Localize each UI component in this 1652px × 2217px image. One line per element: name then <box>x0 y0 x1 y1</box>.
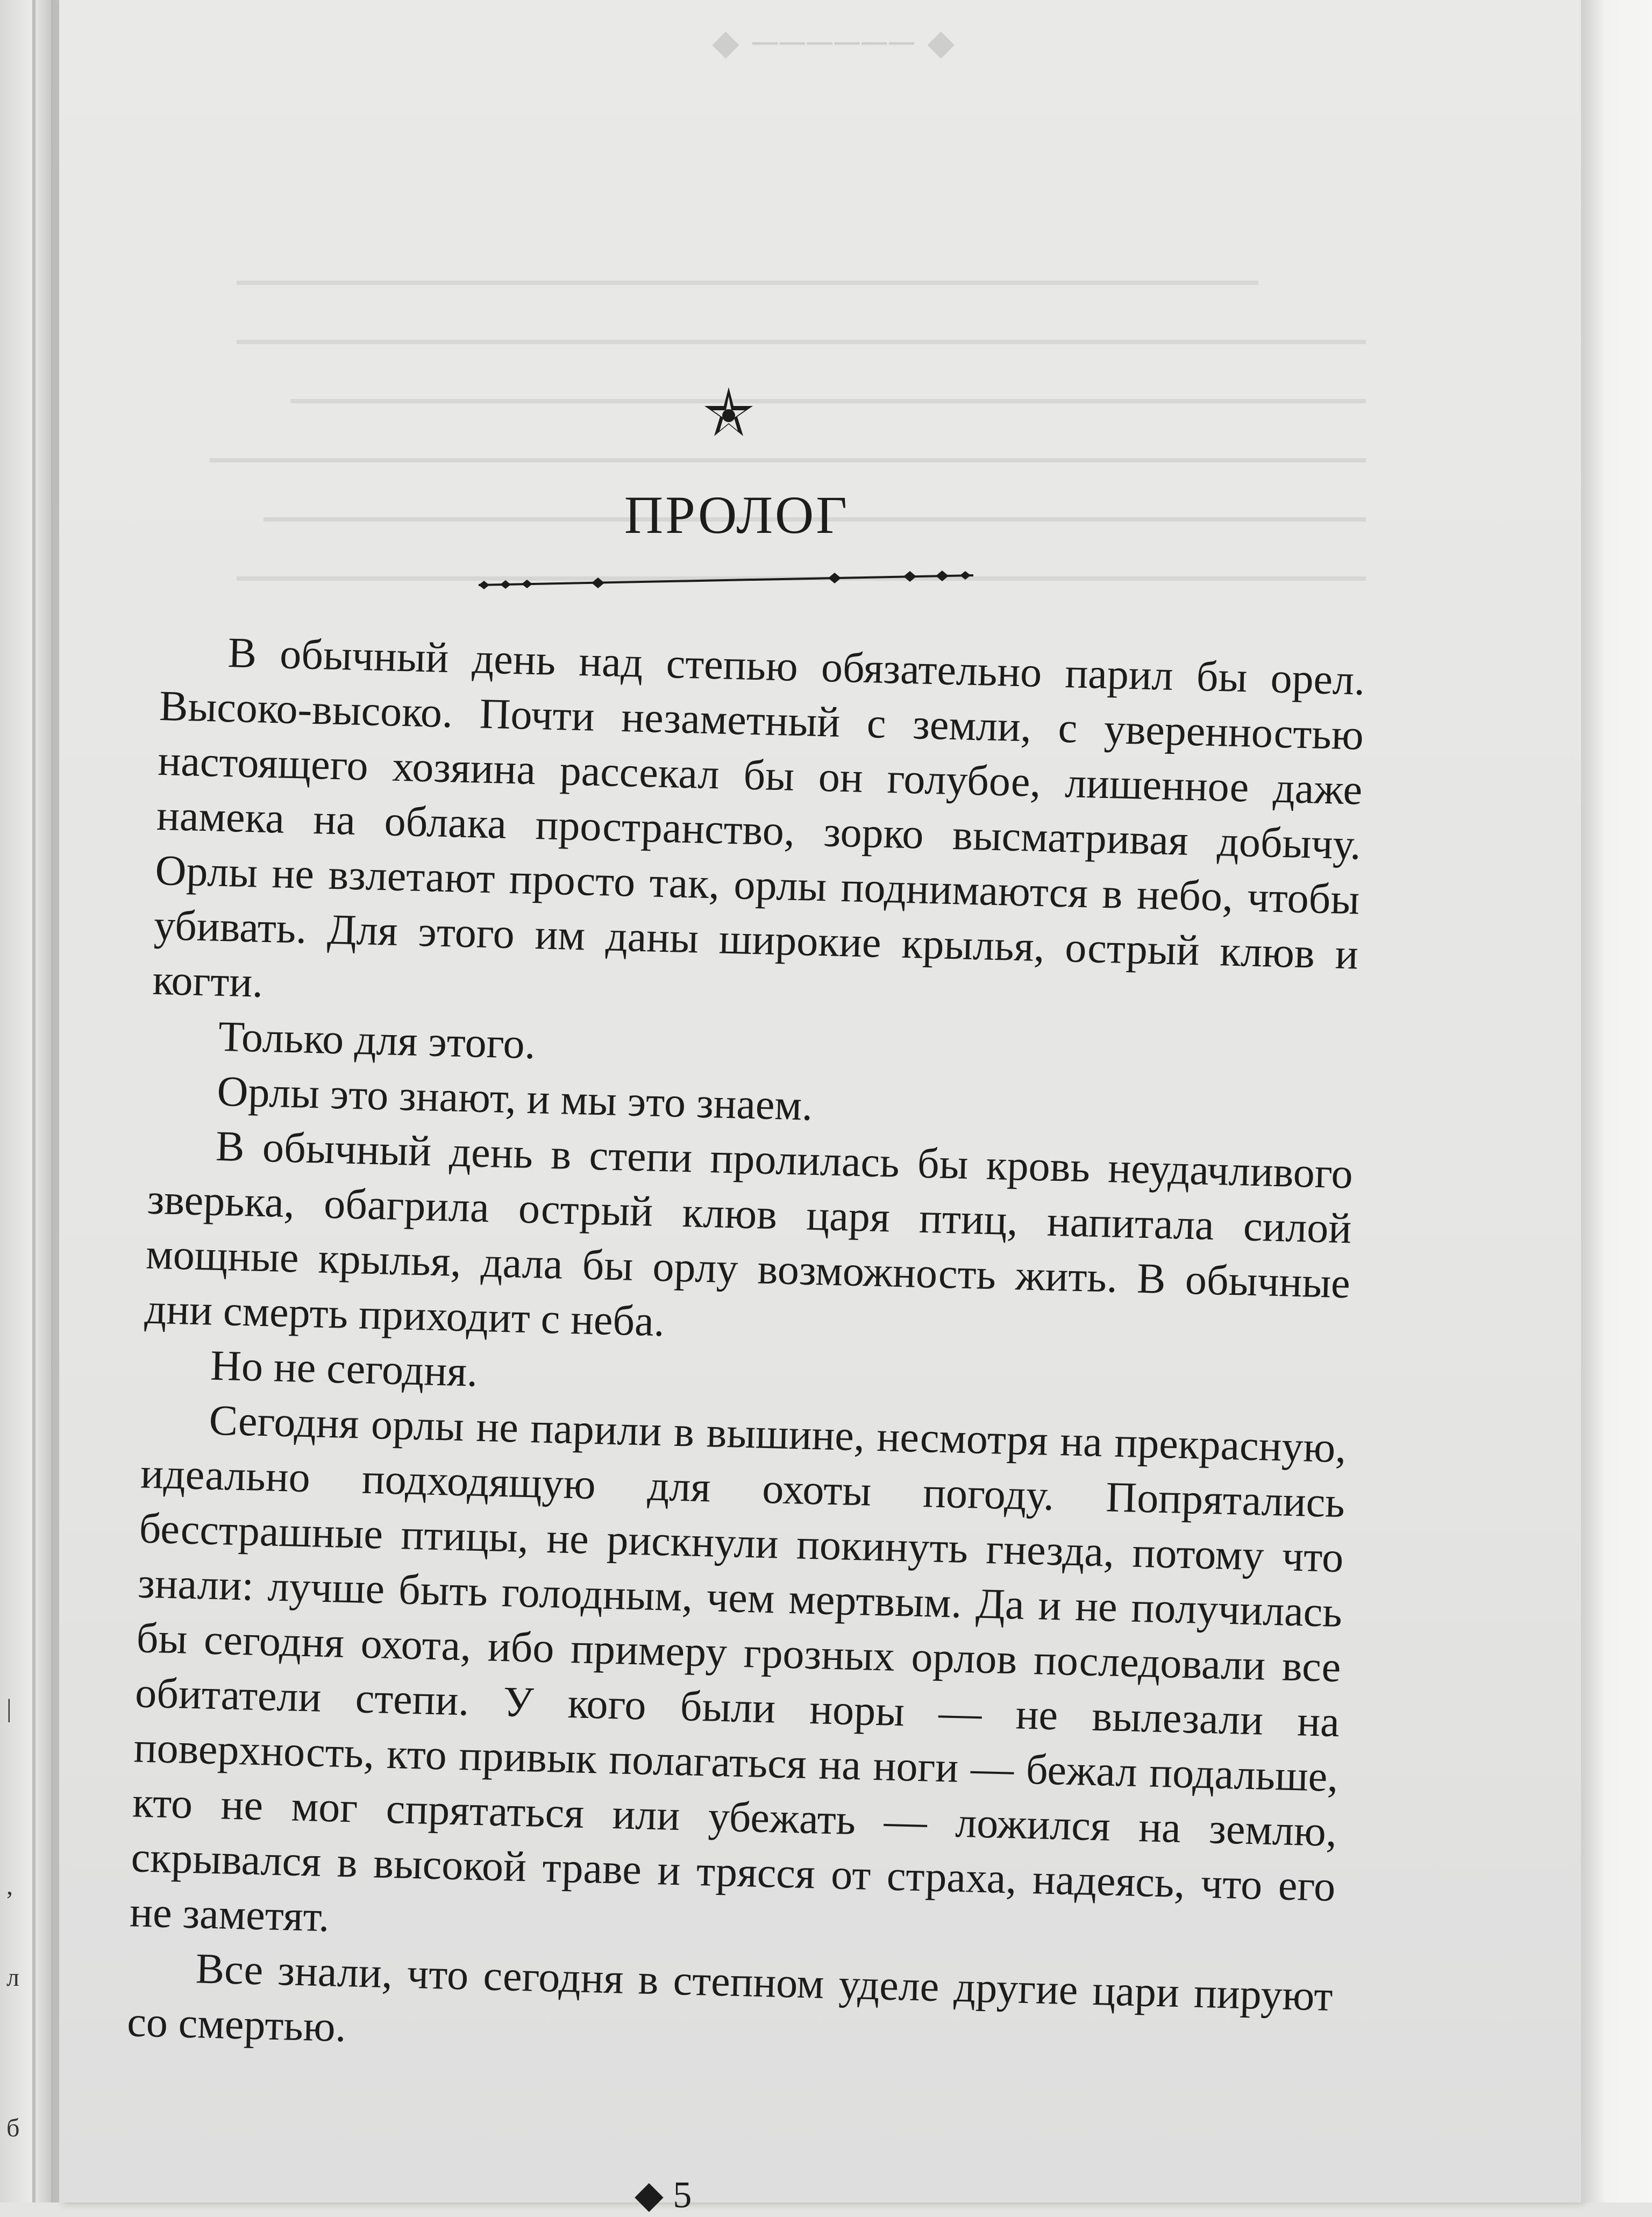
paragraph: В обычный день в степи пролилась бы кровь неудачливого зверька, обагрила острый клюв царя птиц, напитала силой мощные крылья, дала бы орлу возможность жить. В обычные дни смерть приходит с неба. <box>144 1122 1354 1346</box>
paragraph: Сегодня орлы не парили в вышине, несмотря на прекрасную, идеально подходящую для охоты погоду. Попрятались бесстрашные птицы, не рискнули покинуть гнезда, потому что знали: лучше быть голодным, чем мертвым. Да и не получилась бы сегодня охота, ибо примеру грозных орлов последовали все обитатели степи. У кого были норы — не вылезали на поверхность, кто привык полагаться на ноги — бежал подальше, кто не мог спрятаться или убежать — ложился на землю, скрывался в высокой траве и трясся от страха, надеясь, что его не заметят. <box>129 1396 1347 1941</box>
star-ornament-icon <box>699 384 758 444</box>
margin-mark: б <box>6 2114 20 2142</box>
body-text <box>126 624 1365 2079</box>
show-through-header: ◆ ────── ◆ <box>710 23 955 62</box>
page-number-value: 5 <box>673 2175 692 2216</box>
paragraph: Но не сегодня. <box>210 1342 479 1396</box>
folio-ornament-icon: ◆ <box>635 2175 664 2216</box>
paragraph: Орлы это знают, и мы это знаем. <box>216 1067 814 1130</box>
margin-mark: , <box>6 1872 13 1900</box>
margin-mark: | <box>6 1694 12 1723</box>
left-page-edge <box>32 0 35 2202</box>
page-number <box>635 2172 692 2217</box>
chapter-title: ПРОЛОГ <box>624 485 850 545</box>
page-edge <box>1581 0 1652 2202</box>
paragraph: В обычный день над степью обязательно парил бы орел. Высоко-высоко. Почти незаметный с земли, с уверенностью настоящего хозяина рассекал бы он голубое, лишенное даже намека на облака пространство, зорко высматривая добычу. Орлы не взлетают просто так, орлы поднимаются в небо, чтобы убивать. Для этого им даны широкие крылья, острый клюв и когти. <box>152 629 1366 1007</box>
paragraph: Только для этого. <box>218 1013 536 1068</box>
margin-mark: л <box>6 1963 19 1992</box>
diamond-rule-icon <box>473 570 979 591</box>
paragraph: Все знали, что сегодня в степном уделе другие цари пируют со смертью. <box>126 1945 1334 2051</box>
